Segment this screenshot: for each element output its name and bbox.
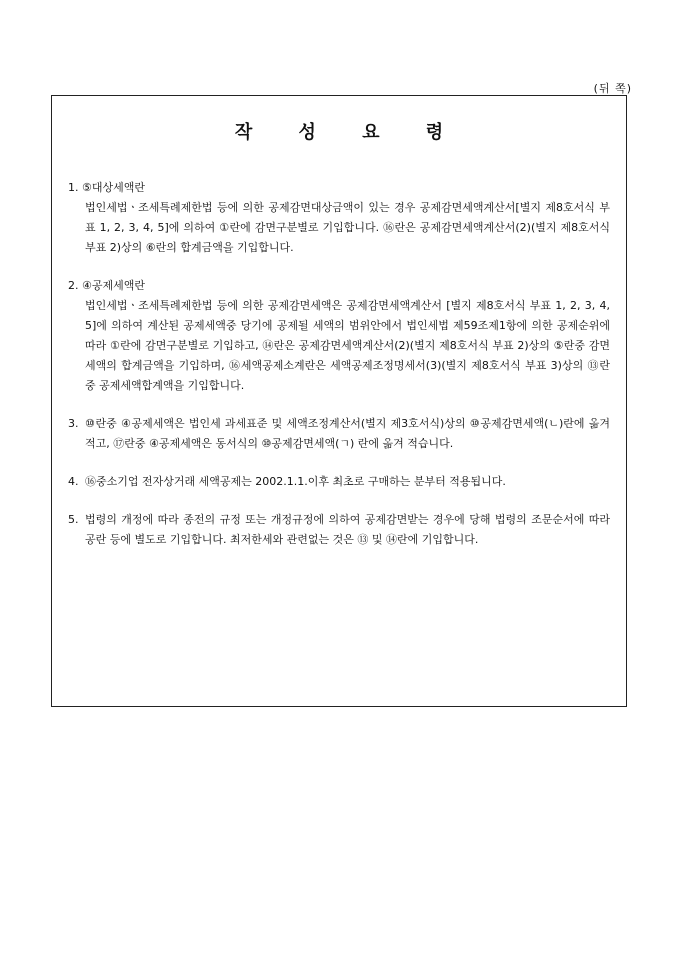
item-heading: ④공제세액란 xyxy=(82,279,145,292)
item-number: 4. xyxy=(68,475,79,488)
item-text: 법인세법ㆍ조세특례제한법 등에 의한 공제감면세액은 공제감면세액계산서 [별지 제8호서식 부표 1, 2, 3, 4, 5]에 의하여 계산된 공제세액중 당기에 공제될 세액의 범위안에서 법인세법 제59조제1항에 의한 공제순위에 따라 ①란에 감면구분별로 기입하고, ⑭란은 공제감면세액계산서(2)(별지 제8호서식 부표 2)상의 ⑤란중 감면세액의 합계금액을 기입하며, ⑯세액공제소계란은 세액공제조정명세서(3)(별지 제8호서식 부표 3)상의 ⑬란중 공제세액합계액을 기입합니다. xyxy=(85,299,610,392)
instruction-item-2 xyxy=(68,276,610,396)
item-number: 5. xyxy=(68,513,79,526)
item-text: 법인세법ㆍ조세특례제한법 등에 의한 공제감면대상금액이 있는 경우 공제감면세액계산서[별지 제8호서식 부표 1, 2, 3, 4, 5]에 의하여 ①란에 감면구분별로 기입합니다. ⑯란은 공제감면세액계산서(2)(별지 제8호서식 부표 2)상의 ⑥란의 합계금액을 기입합니다. xyxy=(85,201,610,254)
instruction-item-1 xyxy=(68,178,610,258)
instruction-item-4 xyxy=(68,472,610,492)
page-title: 작 성 요 령 xyxy=(234,122,444,143)
instructions-box xyxy=(51,95,627,707)
instruction-list xyxy=(68,178,610,568)
item-text: ⑩란중 ④공제세액은 법인세 과세표준 및 세액조정계산서(별지 제3호서식)상의 ⑩공제감면세액(ㄴ)란에 옮겨 적고, ⑰란중 ④공제세액은 동서식의 ⑩공제감면세액(ㄱ) 란에 옮겨 적습니다. xyxy=(85,417,610,450)
item-number: 1. xyxy=(68,181,79,194)
item-number: 3. xyxy=(68,417,79,430)
item-number: 2. xyxy=(68,279,79,292)
item-text: 법령의 개정에 따라 종전의 규정 또는 개정규정에 의하여 공제감면받는 경우에 당해 법령의 조문순서에 따라 공란 등에 별도로 기입합니다. 최저한세와 관련없는 것은 ⑬ 및 ⑭란에 기입합니다. xyxy=(85,513,610,546)
item-heading: ⑤대상세액란 xyxy=(82,181,145,194)
instruction-item-3 xyxy=(68,414,610,454)
instruction-item-5 xyxy=(68,510,610,550)
item-text: ⑯중소기업 전자상거래 세액공제는 2002.1.1.이후 최초로 구매하는 분부터 적용됩니다. xyxy=(85,475,506,488)
page-side-label: (뒤 쪽) xyxy=(593,82,632,95)
